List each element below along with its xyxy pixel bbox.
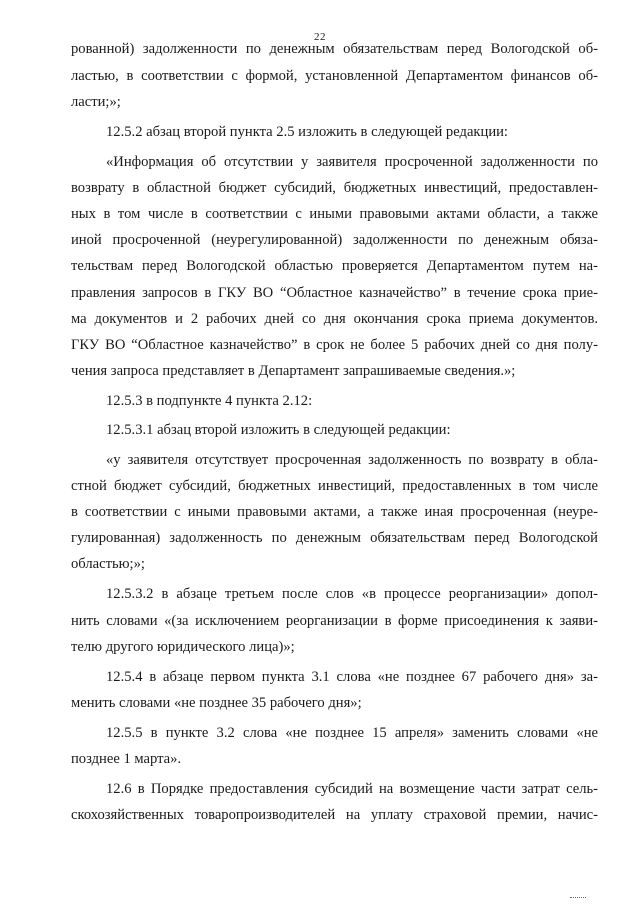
text-line: 12.5.4 в абзаце первом пункта 3.1 слова «не позднее 67 рабочего дня» за-	[106, 669, 598, 685]
text-line: 12.5.3 в подпункте 4 пункта 2.12:	[106, 393, 313, 409]
text-line: ластью, в соответствии с формой, установленной Департаментом финансов об-	[71, 68, 598, 84]
text-line: 12.5.2 абзац второй пункта 2.5 изложить в следующей редакции:	[106, 124, 508, 140]
text-line: рованной) задолженности по денежным обязательствам перед Вологодской об-	[71, 41, 598, 57]
page-number: 22	[314, 31, 326, 43]
text-line: «Информация об отсутствии у заявителя просроченной задолженности по	[106, 154, 598, 170]
text-line: скохозяйственных товаропроизводителей на уплату страховой премии, начис-	[71, 807, 598, 823]
text-line: ласти;»;	[71, 94, 121, 110]
text-line: чения запроса представляет в Департамент запрашиваемые сведения.»;	[71, 363, 516, 379]
text-line: иной просроченной (неурегулированной) задолженности по денежным обяза-	[71, 232, 598, 248]
text-line: гулированная) задолженность по денежным обязательствам перед Вологодской	[71, 530, 598, 546]
text-line: ма документов и 2 рабочих дней со дня окончания срока приема документов.	[71, 311, 598, 327]
text-line: тельствам перед Вологодской областью проверяется Департаментом путем на-	[71, 258, 598, 274]
text-line: 12.5.3.2 в абзаце третьем после слов «в процессе реорганизации» допол-	[106, 586, 598, 602]
text-line: ГКУ ВО “Областное казначейство” в срок не более 5 рабочих дней со дня полу-	[71, 337, 598, 353]
text-line: 12.6 в Порядке предоставления субсидий на возмещение части затрат сель-	[106, 781, 598, 797]
text-line: 12.5.5 в пункте 3.2 слова «не позднее 15 апреля» заменить словами «не	[106, 725, 598, 741]
text-line: нить словами «(за исключением реорганизации в форме присоединения к заяви-	[71, 613, 598, 629]
text-line: ных в том числе в соответствии с иными правовыми актами области, а также	[71, 206, 598, 222]
text-line: стной бюджет субсидий, бюджетных инвестиций, предоставленных в том числе	[71, 478, 598, 494]
text-line: позднее 1 марта».	[71, 751, 182, 767]
text-line: возврату в областной бюджет субсидий, бюджетных инвестиций, предоставлен-	[71, 180, 598, 196]
text-line: в соответствии с иными правовыми актами, а также иная просроченная (неуре-	[71, 504, 598, 520]
text-line: телю другого юридического лица)»;	[71, 639, 295, 655]
text-line: правления запросов в ГКУ ВО “Областное казначейство” в течение срока прие-	[71, 285, 598, 301]
scan-mark	[570, 897, 586, 901]
text-line: 12.5.3.1 абзац второй изложить в следующей редакции:	[106, 422, 451, 438]
text-line: «у заявителя отсутствует просроченная задолженность по возврату в обла-	[106, 452, 598, 468]
text-line: менить словами «не позднее 35 рабочего дня»;	[71, 695, 362, 711]
text-line: областью;»;	[71, 556, 145, 572]
